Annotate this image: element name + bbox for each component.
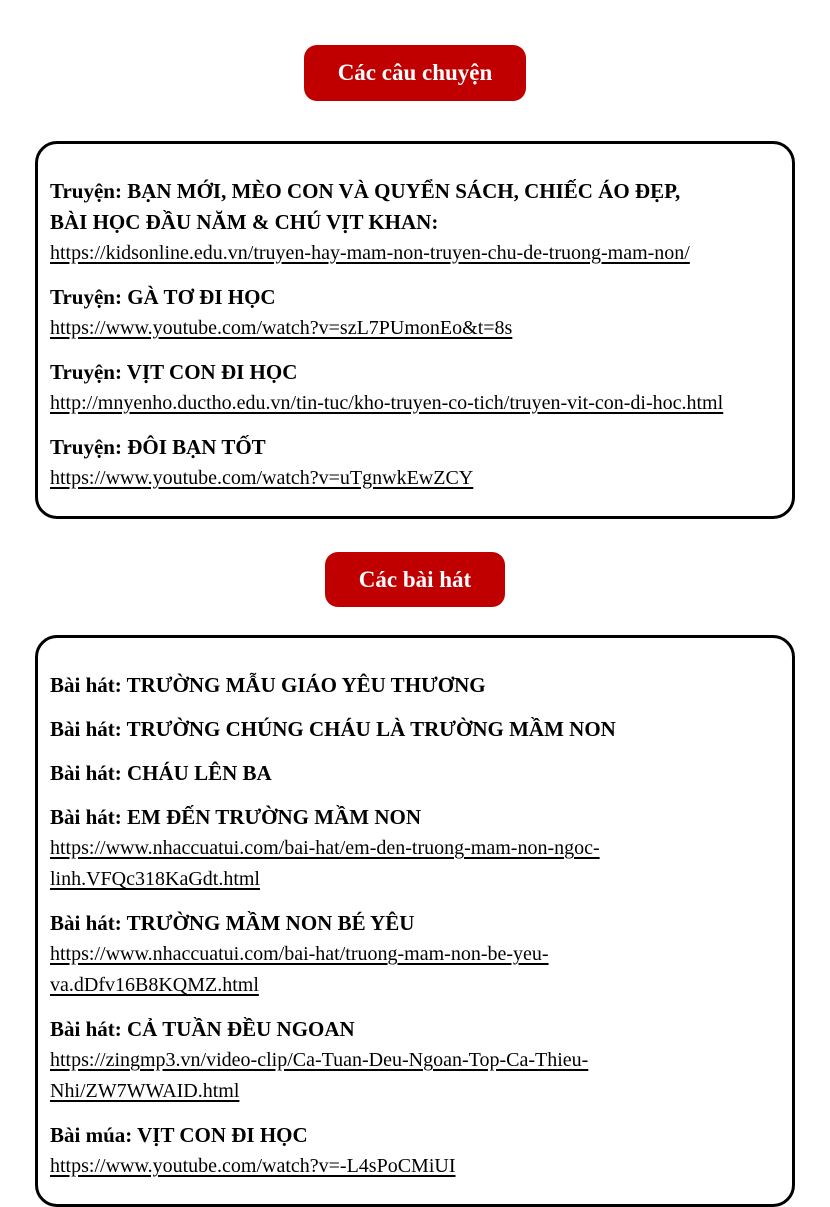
stories-badge-row <box>0 0 830 101</box>
song-list-item <box>50 1120 788 1182</box>
song-title: Bài hát: TRƯỜNG CHÚNG CHÁU LÀ TRƯỜNG MẦM NON <box>50 717 616 742</box>
song-title: Bài hát: TRƯỜNG MẪU GIÁO YÊU THƯƠNG <box>50 673 486 698</box>
story-title: Truyện: ĐÔI BẠN TỐT <box>50 434 266 459</box>
story-title: Truyện: VỊT CON ĐI HỌC <box>50 359 298 384</box>
song-title: Bài hát: TRƯỜNG MẦM NON BÉ YÊU <box>50 911 415 936</box>
story-link[interactable]: http://mnyenho.ductho.edu.vn/tin-tuc/kho-truyen-co-tich/truyen-vit-con-di-hoc.html <box>50 391 724 414</box>
story-list-item <box>50 432 788 494</box>
song-title: Bài hát: EM ĐẾN TRƯỜNG MẦM NON <box>50 805 421 830</box>
story-link[interactable]: https://kidsonline.edu.vn/truyen-hay-mam-non-truyen-chu-de-truong-mam-non/ <box>50 241 690 264</box>
song-list-item <box>50 758 788 789</box>
story-title: Truyện: GÀ TƠ ĐI HỌC <box>50 284 276 309</box>
song-title: Bài hát: CẢ TUẦN ĐỀU NGOAN <box>50 1017 355 1042</box>
song-list-item <box>50 714 788 745</box>
song-list-item <box>50 802 788 895</box>
stories-box <box>35 141 795 519</box>
song-link[interactable]: https://www.youtube.com/watch?v=-L4sPoCMiUI <box>50 1155 456 1178</box>
songs-box <box>35 635 795 1207</box>
songs-section-button[interactable]: Các bài hát <box>325 552 505 608</box>
story-link[interactable]: https://www.youtube.com/watch?v=szL7PUmonEo&t=8s <box>50 316 513 339</box>
song-link[interactable]: https://www.nhaccuatui.com/bai-hat/em-den-truong-mam-non-ngoc- linh.VFQc318KaGdt.html <box>50 837 600 891</box>
story-link[interactable]: https://www.youtube.com/watch?v=uTgnwkEwZCY <box>50 466 474 489</box>
song-title: Bài múa: VỊT CON ĐI HỌC <box>50 1123 308 1148</box>
stories-section-button[interactable]: Các câu chuyện <box>304 45 527 101</box>
story-title: Truyện: BẠN MỚI, MÈO CON VÀ QUYỂN SÁCH, CHIẾC ÁO ĐẸP, BÀI HỌC ĐẦU NĂM & CHÚ VỊT KHAN: <box>50 178 681 234</box>
story-list-item <box>50 176 788 269</box>
song-link[interactable]: https://www.nhaccuatui.com/bai-hat/truong-mam-non-be-yeu- va.dDfv16B8KQMZ.html <box>50 943 549 997</box>
song-link[interactable]: https://zingmp3.vn/video-clip/Ca-Tuan-Deu-Ngoan-Top-Ca-Thieu- Nhi/ZW7WWAID.html <box>50 1049 589 1103</box>
song-list-item <box>50 670 788 701</box>
song-list-item <box>50 908 788 1001</box>
song-title: Bài hát: CHÁU LÊN BA <box>50 761 272 786</box>
story-list-item <box>50 357 788 419</box>
story-list-item <box>50 282 788 344</box>
songs-badge-row <box>0 519 830 608</box>
song-list-item <box>50 1014 788 1107</box>
